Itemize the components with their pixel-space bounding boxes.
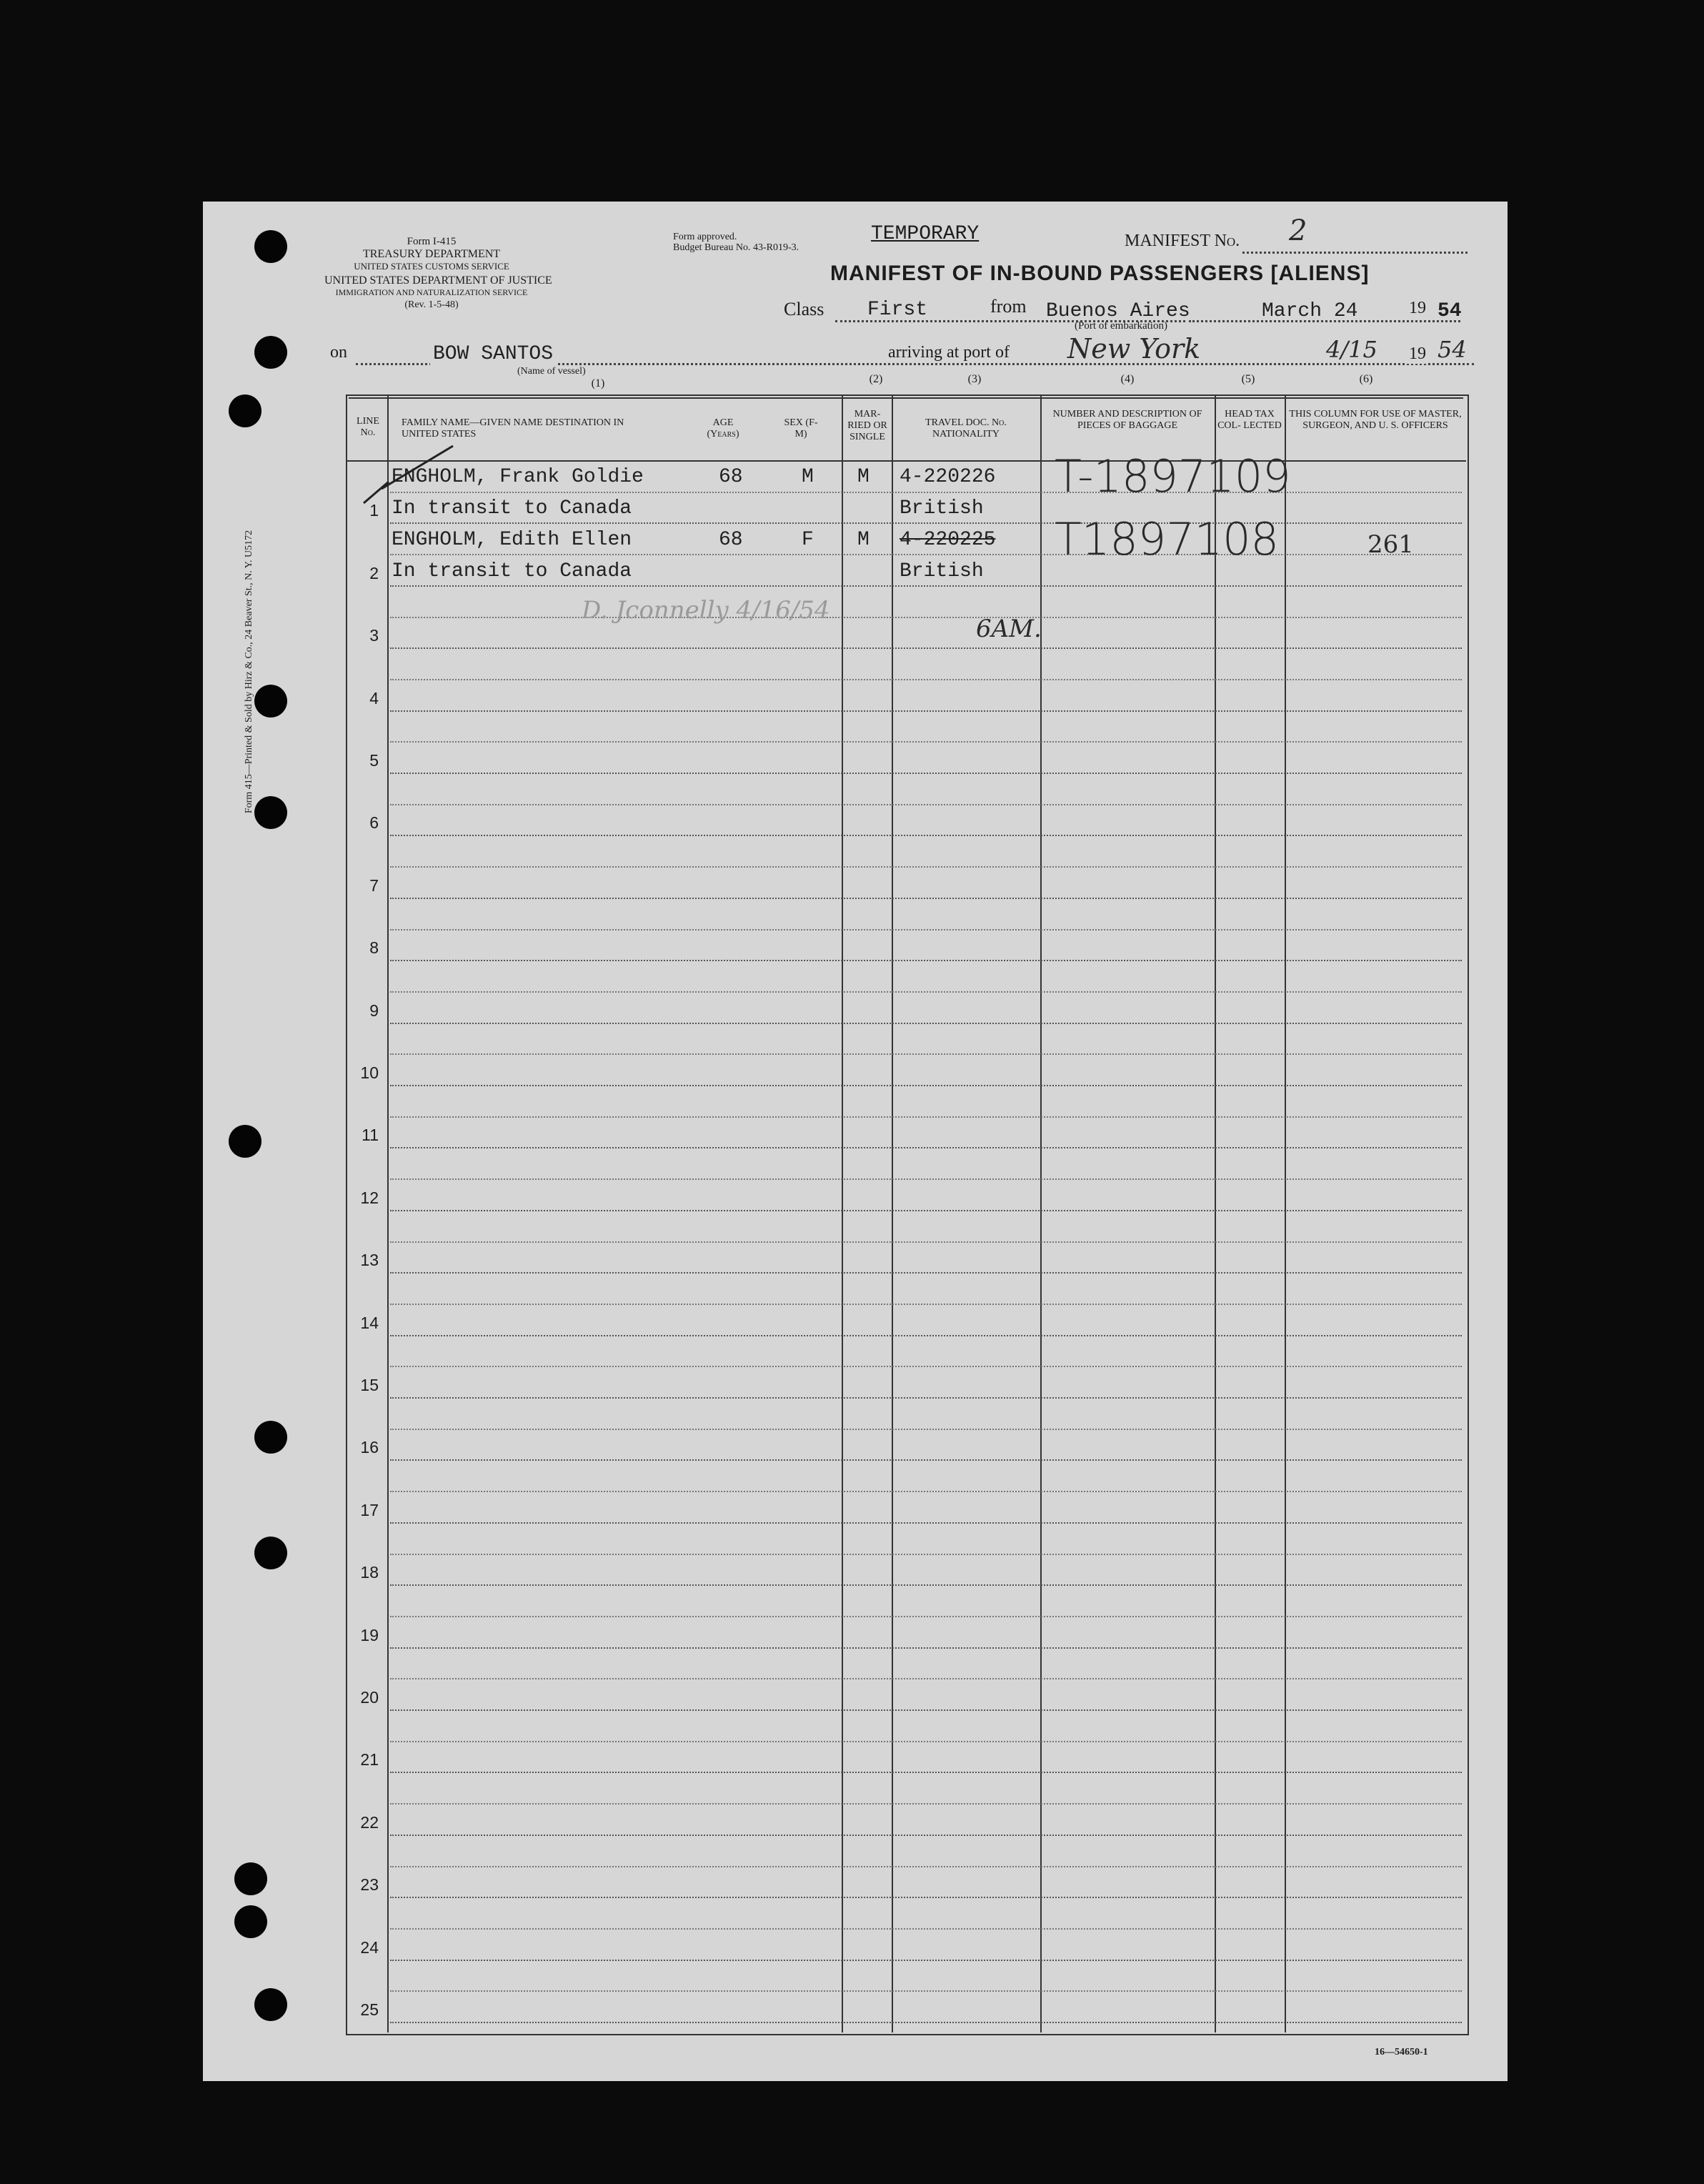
row-rule <box>390 522 1462 524</box>
form-block: Form I-415 TREASURY DEPARTMENT UNITED STATES CUSTOMS SERVICE <box>354 236 509 272</box>
row-midrule <box>390 1053 1462 1055</box>
punch-hole <box>254 1421 287 1454</box>
passenger-nationality: British <box>900 497 984 520</box>
row-midrule <box>390 1741 1462 1742</box>
passenger-name: ENGHOLM, Frank Goldie <box>392 466 644 488</box>
row-rule <box>390 1522 1462 1524</box>
col-number: (2) <box>869 373 883 385</box>
punch-hole <box>254 336 287 369</box>
line-number: 2 <box>369 563 379 582</box>
row-midrule <box>390 1178 1462 1180</box>
punch-hole <box>234 1905 267 1938</box>
embark-port-value: Buenos Aires <box>1046 300 1190 322</box>
line-number: 21 <box>360 1750 379 1769</box>
row-rule <box>390 1023 1462 1024</box>
passenger-sex: M <box>802 466 814 488</box>
row-midrule <box>390 1304 1462 1305</box>
printer-side-text: Form 415—Printed & Sold by Hirz & Co., 24 Beaver St., N. Y. U5172 <box>244 530 254 814</box>
row-rule <box>390 2022 1462 2023</box>
row-midrule <box>390 1491 1462 1492</box>
baggage-tag: T-1897109 <box>1055 450 1291 502</box>
row-midrule <box>390 741 1462 743</box>
embark-port-caption: (Port of embarkation) <box>1075 320 1167 332</box>
row-rule <box>390 835 1462 836</box>
line-number: 25 <box>360 2000 379 2019</box>
line-number: 7 <box>369 875 379 895</box>
temporary-label: TEMPORARY <box>871 223 980 245</box>
row-rule <box>390 1397 1462 1399</box>
line-number: 20 <box>360 1688 379 1707</box>
col-number: (1) <box>591 377 605 389</box>
time-note: 6AM. <box>976 615 1042 643</box>
row-rule <box>390 960 1462 961</box>
row-rule <box>390 1709 1462 1711</box>
line-number: 1 <box>369 501 379 520</box>
arrival-port-value: New York <box>1067 333 1201 364</box>
baggage-tag: T1897108 <box>1055 513 1279 565</box>
col-number: (6) <box>1359 373 1373 385</box>
row-midrule <box>390 1803 1462 1805</box>
row-rule <box>390 1584 1462 1586</box>
row-midrule <box>390 1429 1462 1430</box>
line-number: 3 <box>369 626 379 645</box>
arrival-date-value: 4/15 <box>1326 336 1377 363</box>
line-number: 18 <box>360 1563 379 1582</box>
row-rule <box>390 1272 1462 1274</box>
punch-hole <box>254 796 287 829</box>
passenger-marital: M <box>857 529 870 551</box>
header-head-tax: HEAD TAX COL- LECTED <box>1217 409 1282 431</box>
row-midrule <box>390 1366 1462 1367</box>
row-midrule <box>390 1928 1462 1930</box>
passenger-name: ENGHOLM, Edith Ellen <box>392 529 632 551</box>
line-number: 6 <box>369 813 379 833</box>
footer-code: 16—54650-1 <box>1375 2047 1428 2058</box>
row-midrule <box>390 1866 1462 1867</box>
passenger-destination: In transit to Canada <box>392 560 632 582</box>
punch-hole <box>234 1862 267 1895</box>
row-midrule <box>390 991 1462 993</box>
line-number: 22 <box>360 1812 379 1832</box>
header-sex: SEX (F-M) <box>784 417 818 440</box>
row-midrule <box>390 929 1462 930</box>
passenger-nationality: British <box>900 560 984 582</box>
row-midrule <box>390 1990 1462 1992</box>
line-number: 11 <box>362 1126 379 1145</box>
row-midrule <box>390 1616 1462 1617</box>
row-midrule <box>390 679 1462 680</box>
punch-hole <box>254 685 287 718</box>
row-midrule <box>390 1116 1462 1118</box>
line-number: 4 <box>369 688 379 708</box>
embark-date-value: March 24 <box>1262 300 1358 322</box>
line-number: 9 <box>369 1001 379 1020</box>
arrival-year-prefix: 19 <box>1407 344 1428 364</box>
signature-note: D. Jconnelly 4/16/54 <box>582 596 830 625</box>
manifest-table <box>346 394 1469 2035</box>
row-rule <box>390 1459 1462 1461</box>
officer-note: 261 <box>1367 530 1414 559</box>
justice-block: UNITED STATES DEPARTMENT OF JUSTICE IMMIGRATION AND NATURALIZATION SERVICE (Rev. 1-5-48) <box>324 274 552 310</box>
check-mark <box>360 439 460 517</box>
line-number: 23 <box>360 1875 379 1895</box>
line-number: 24 <box>360 1937 379 1957</box>
header-officers: THIS COLUMN FOR USE OF MASTER, SURGEON, AND U. S. OFFICERS <box>1289 409 1462 431</box>
passenger-age: 68 <box>719 466 743 488</box>
row-rule <box>390 647 1462 649</box>
row-rule <box>390 1647 1462 1649</box>
manifest-title: MANIFEST OF IN-BOUND PASSENGERS [ALIENS] <box>830 262 1370 285</box>
punch-hole <box>229 394 261 427</box>
col-number: (5) <box>1241 373 1255 385</box>
row-midrule <box>390 492 1462 493</box>
travel-doc-number: 4-220226 <box>900 466 996 488</box>
line-number: 15 <box>360 1376 379 1394</box>
row-midrule <box>390 1554 1462 1555</box>
line-number: 8 <box>369 938 379 958</box>
header-age: AGE (Years) <box>707 417 739 440</box>
row-rule <box>390 1147 1462 1148</box>
row-rule <box>390 1897 1462 1898</box>
travel-doc-number: 4-220225 <box>900 529 996 551</box>
passenger-sex: F <box>802 529 814 551</box>
class-label: Class <box>784 299 824 319</box>
line-number: 13 <box>360 1251 379 1270</box>
vessel-caption: (Name of vessel) <box>517 366 586 377</box>
row-rule <box>390 710 1462 712</box>
row-rule <box>390 1835 1462 1836</box>
punch-hole <box>254 1537 287 1569</box>
approval-block: Form approved. Budget Bureau No. 43-R019-3. <box>673 232 799 253</box>
line-number: 5 <box>369 751 379 770</box>
embark-year-value: 54 <box>1438 300 1462 322</box>
col-number: (3) <box>967 373 982 385</box>
row-rule <box>390 898 1462 899</box>
vessel-name: BOW SANTOS <box>430 343 556 365</box>
row-rule <box>390 1960 1462 1961</box>
header-married: MAR- RIED OR SINGLE <box>847 409 887 442</box>
line-number: 10 <box>360 1063 379 1082</box>
row-rule <box>390 1210 1462 1211</box>
arrival-year-value: 54 <box>1438 336 1467 363</box>
col-number: (4) <box>1120 373 1135 385</box>
passenger-marital: M <box>857 466 870 488</box>
row-rule <box>390 1772 1462 1773</box>
punch-hole <box>254 1988 287 2021</box>
row-midrule <box>390 1678 1462 1679</box>
row-rule <box>390 773 1462 774</box>
line-number: 17 <box>360 1500 379 1519</box>
line-number: 14 <box>360 1313 379 1332</box>
punch-hole <box>229 1125 261 1158</box>
header-name: FAMILY NAME—GIVEN NAME DESTINATION IN UNITED STATES <box>402 417 624 440</box>
row-midrule <box>390 1241 1462 1243</box>
from-label: from <box>987 296 1030 317</box>
class-value: First <box>867 299 928 321</box>
arriving-label: arriving at port of <box>885 343 1012 362</box>
passenger-destination: In transit to Canada <box>392 497 632 520</box>
row-midrule <box>390 866 1462 868</box>
row-midrule <box>390 617 1462 618</box>
header-baggage: NUMBER AND DESCRIPTION OF PIECES OF BAGGAGE <box>1052 409 1202 431</box>
embark-year-prefix: 19 <box>1407 299 1428 318</box>
row-midrule <box>390 804 1462 805</box>
manifest-sheet <box>203 202 1508 2081</box>
manifest-no-value: 2 <box>1289 214 1307 247</box>
punch-hole <box>254 230 287 263</box>
row-rule <box>390 1085 1462 1086</box>
header-line-no: LINE No. <box>357 416 379 438</box>
header-travel-doc: TRAVEL DOC. No. NATIONALITY <box>925 417 1007 440</box>
line-number: 16 <box>360 1438 379 1457</box>
passenger-age: 68 <box>719 529 743 551</box>
line-number: 12 <box>360 1188 379 1207</box>
line-number: 19 <box>360 1625 379 1644</box>
row-midrule <box>390 554 1462 555</box>
row-rule <box>390 1335 1462 1336</box>
manifest-no-label: MANIFEST No. <box>1125 232 1240 250</box>
on-label: on <box>330 343 347 362</box>
row-rule <box>390 585 1462 587</box>
